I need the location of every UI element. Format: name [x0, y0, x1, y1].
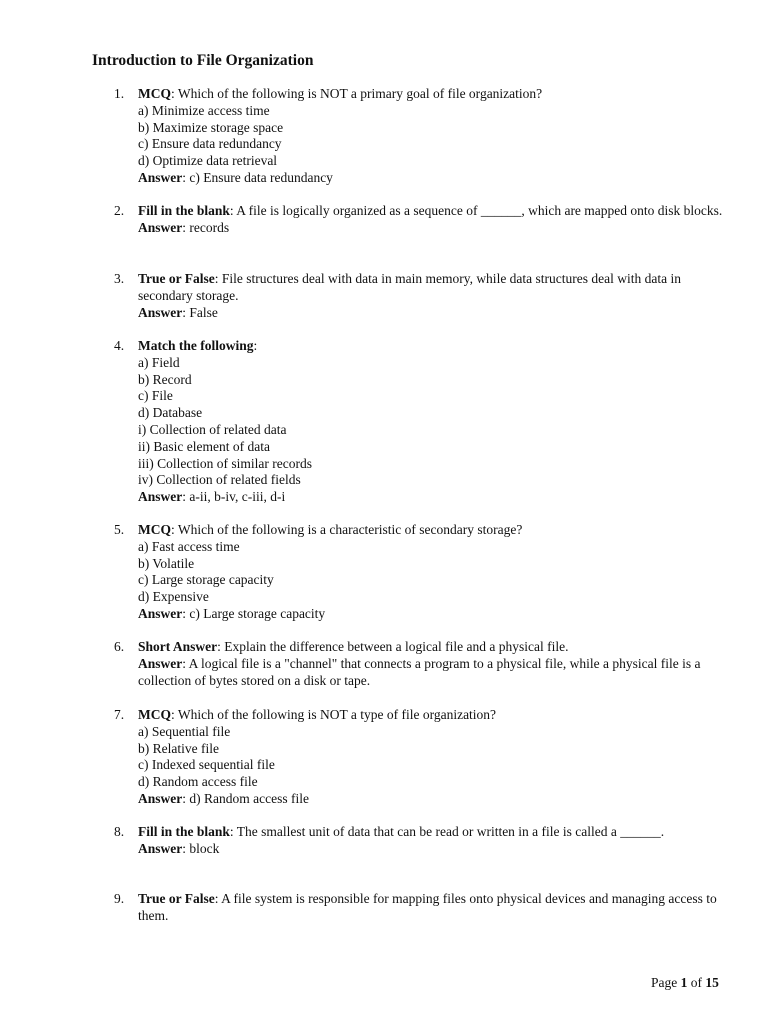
answer-label: Answer [138, 489, 183, 505]
page-of: of [687, 975, 706, 990]
answer-label: Answer [138, 304, 183, 320]
option: b) Volatile [138, 555, 195, 571]
question-8 [114, 824, 734, 858]
question-number: 6. [114, 639, 125, 654]
question-6 [114, 639, 734, 689]
question-number: 5. [114, 522, 125, 537]
question-type: MCQ [138, 707, 171, 722]
option: a) Fast access time [138, 538, 240, 554]
question-prompt: : [253, 338, 258, 353]
option: a) Minimize access time [138, 102, 270, 118]
page-total: 15 [705, 975, 719, 990]
option: a) Field [138, 354, 180, 370]
question-prompt: : A file is logically organized as a sequence of ______, which are mapped onto disk blocks. [229, 203, 723, 218]
answer-label: Answer [138, 169, 183, 185]
option: c) Indexed sequential file [138, 757, 275, 773]
question-prompt: : The smallest unit of data that can be read or written in a file is called a ______. [229, 824, 665, 839]
option: c) File [138, 388, 173, 404]
page-number [651, 975, 719, 991]
option: b) Record [138, 371, 192, 387]
option: a) Sequential file [138, 723, 231, 739]
question-type: Fill in the blank [138, 203, 230, 218]
question-number: 1. [114, 86, 125, 101]
question-type: Short Answer [138, 639, 218, 654]
option: b) Maximize storage space [138, 119, 284, 135]
question-4 [114, 338, 734, 506]
question-number: 3. [114, 271, 125, 286]
page-current: 1 [680, 975, 688, 990]
answer-label: Answer [138, 605, 183, 621]
option: d) Random access file [138, 774, 258, 790]
option: d) Optimize data retrieval [138, 153, 278, 169]
question-2 [114, 203, 734, 237]
question-prompt: : Which of the following is NOT a primary goal of file organization? [171, 86, 543, 101]
answer-text: : a-ii, b-iv, c-iii, d-i [182, 489, 286, 505]
option: iii) Collection of similar records [138, 455, 312, 471]
question-type: Match the following [138, 338, 254, 353]
question-type: MCQ [138, 522, 171, 537]
question-7 [114, 707, 734, 808]
option: ii) Basic element of data [138, 438, 270, 454]
page-label: Page [651, 975, 681, 990]
question-number: 4. [114, 338, 125, 353]
question-3 [114, 271, 734, 321]
question-9 [114, 891, 734, 925]
answer-text: : block [182, 840, 220, 856]
option: i) Collection of related data [138, 421, 287, 437]
answer-label: Answer [138, 790, 183, 806]
option: d) Database [138, 405, 203, 421]
question-prompt: : Which of the following is NOT a type of file organization? [171, 707, 497, 722]
document-title: Introduction to File Organization [92, 52, 314, 69]
question-5 [114, 522, 734, 623]
question-prompt: : Explain the difference between a logical file and a physical file. [217, 639, 569, 654]
question-type: True or False [138, 271, 215, 286]
answer-text: : records [182, 219, 230, 235]
question-number: 8. [114, 824, 125, 839]
option: c) Ensure data redundancy [138, 136, 282, 152]
option: b) Relative file [138, 740, 219, 756]
answer-label: Answer [138, 219, 183, 235]
option: c) Large storage capacity [138, 572, 274, 588]
question-prompt: : File structures deal with data in main memory, while data structures deal with data in secondary storage. [138, 271, 681, 303]
option: d) Expensive [138, 589, 209, 605]
answer-text: : c) Ensure data redundancy [182, 169, 333, 185]
answer-text: : False [182, 304, 218, 320]
question-number: 9. [114, 891, 125, 906]
answer-text: : A logical file is a "channel" that connects a program to a physical file, while a physical file is a collection of bytes stored on a disk or tape. [138, 655, 701, 688]
option: iv) Collection of related fields [138, 472, 301, 488]
answer-text: : c) Large storage capacity [182, 605, 326, 621]
question-type: Fill in the blank [138, 824, 230, 839]
question-type: MCQ [138, 86, 171, 101]
question-number: 7. [114, 707, 125, 722]
answer-text: : d) Random access file [182, 790, 309, 806]
question-1 [114, 86, 734, 187]
question-type: True or False [138, 891, 215, 906]
question-prompt: : Which of the following is a characteristic of secondary storage? [171, 522, 523, 537]
question-number: 2. [114, 203, 125, 218]
question-prompt: : A file system is responsible for mapping files onto physical devices and managing access to them. [138, 891, 717, 923]
answer-label: Answer [138, 655, 183, 671]
answer-label: Answer [138, 840, 183, 856]
